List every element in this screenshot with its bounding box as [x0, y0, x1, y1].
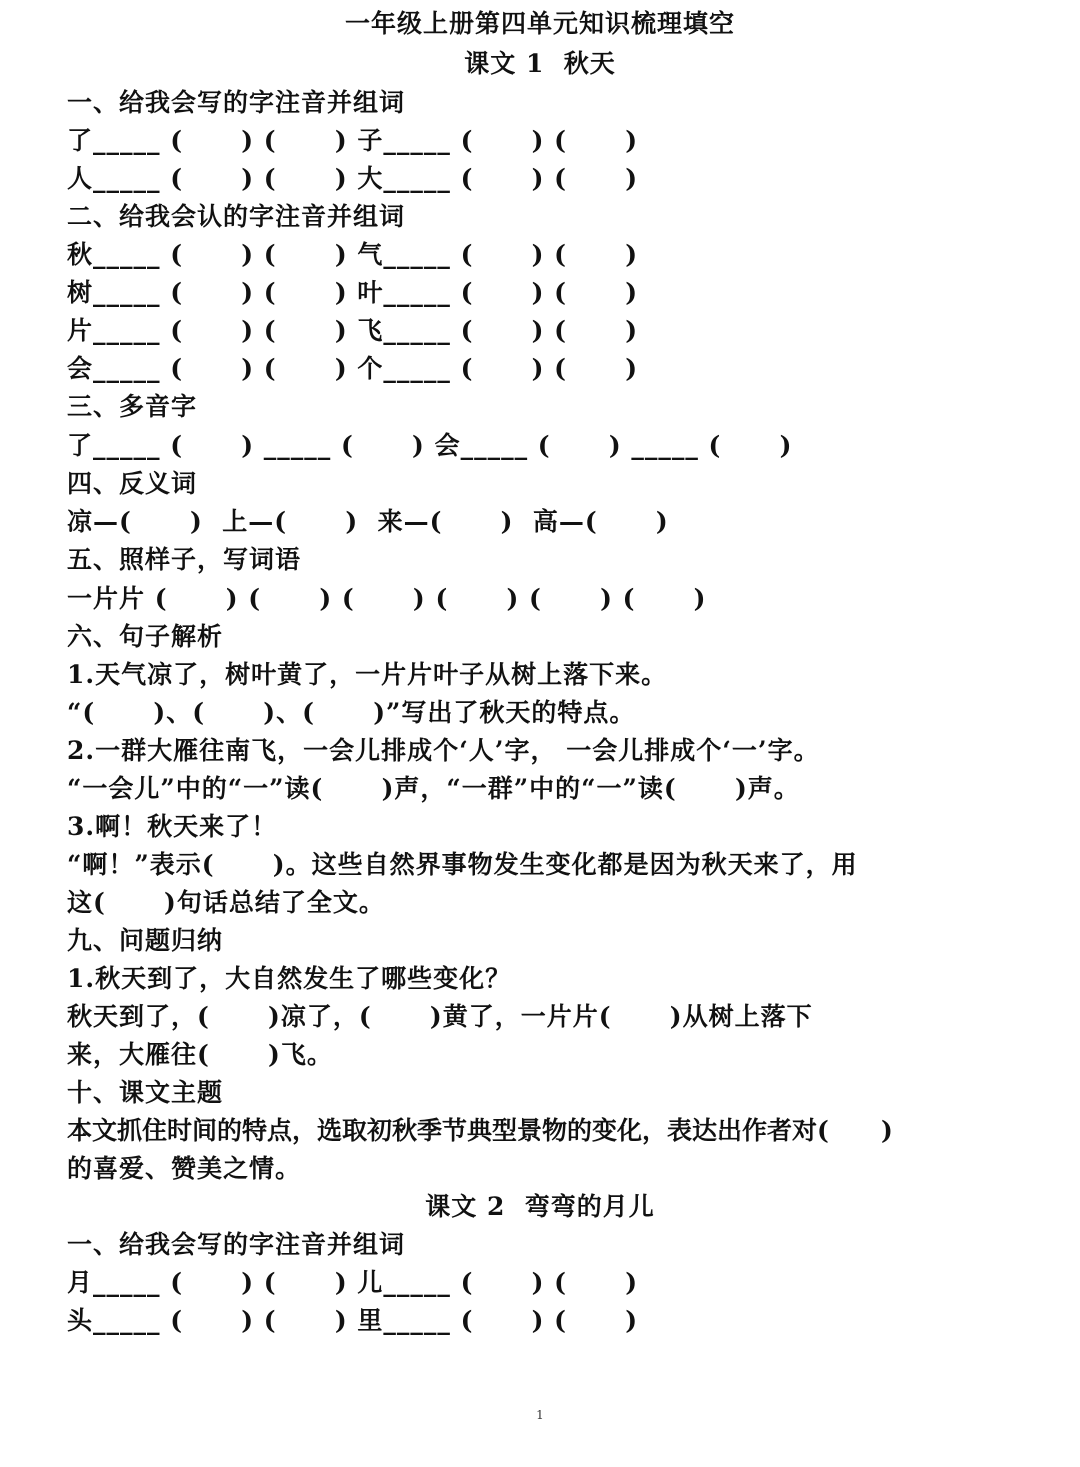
section-heading: 六、句子解析	[67, 622, 224, 651]
worksheet-line: “( )、( )、( )”写出了秋天的特点。	[67, 698, 636, 727]
lesson-1-heading: 课文 1 秋天	[464, 49, 616, 78]
worksheet-line: 这( )句话总结了全文。	[67, 888, 385, 917]
worksheet-line: 秋天到了，( )凉了，( )黄了，一片片( )从树上落下	[67, 1002, 813, 1031]
worksheet-line: 了_____ ( ) _____ ( ) 会_____ ( ) _____ ( )	[67, 431, 793, 460]
section-heading: 五、照样子，写词语	[67, 545, 302, 574]
worksheet-line: 本文抓住时间的特点，选取初秋季节典型景物的变化，表达出作者对( )	[67, 1116, 893, 1145]
worksheet-line: 秋_____ ( ) ( ) 气_____ ( ) ( )	[67, 240, 639, 269]
section-heading: 四、反义词	[67, 469, 198, 498]
worksheet-line: 片_____ ( ) ( ) 飞_____ ( ) ( )	[67, 316, 639, 345]
section-heading: 十、课文主题	[67, 1078, 224, 1107]
worksheet-line: 3.啊！秋天来了！	[67, 812, 278, 841]
page-number: 1	[536, 1408, 544, 1422]
section-heading: 一、给我会写的字注音并组词	[67, 88, 406, 117]
worksheet-line: 树_____ ( ) ( ) 叶_____ ( ) ( )	[67, 278, 639, 307]
section-heading: 二、给我会认的字注音并组词	[67, 202, 406, 231]
worksheet-line: 的喜爱、赞美之情。	[67, 1154, 302, 1183]
worksheet-line: “啊！”表示( )。这些自然界事物发生变化都是因为秋天来了，用	[67, 850, 858, 879]
worksheet-line: 一片片 ( ) ( ) ( ) ( ) ( ) ( )	[67, 584, 707, 613]
section-heading: 三、多音字	[67, 392, 198, 421]
worksheet-line: 会_____ ( ) ( ) 个_____ ( ) ( )	[67, 354, 639, 383]
worksheet-line: 1.秋天到了，大自然发生了哪些变化？	[67, 964, 512, 993]
worksheet-line: 了_____ ( ) ( ) 子_____ ( ) ( )	[67, 126, 639, 155]
worksheet-line: 人_____ ( ) ( ) 大_____ ( ) ( )	[67, 164, 639, 193]
worksheet-line: 1.天气凉了，树叶黄了，一片片叶子从树上落下来。	[67, 660, 668, 689]
worksheet-line: 来，大雁往( )飞。	[67, 1040, 333, 1069]
worksheet-line: 头_____ ( ) ( ) 里_____ ( ) ( )	[67, 1306, 639, 1335]
section-heading: 一、给我会写的字注音并组词	[67, 1230, 406, 1259]
worksheet-line: “一会儿”中的“一”读( )声，“一群”中的“一”读( )声。	[67, 774, 800, 803]
lesson-2-heading: 课文 2 弯弯的月儿	[425, 1192, 655, 1221]
worksheet-line: 凉—( ) 上—( ) 来—( ) 高—( )	[67, 507, 669, 536]
worksheet-line: 月_____ ( ) ( ) 儿_____ ( ) ( )	[67, 1268, 639, 1297]
worksheet-line: 2.一群大雁往南飞，一会儿排成个‘人’字， 一会儿排成个‘一’字。	[67, 736, 820, 765]
section-heading: 九、问题归纳	[67, 926, 224, 955]
page-title: 一年级上册第四单元知识梳理填空	[344, 9, 735, 38]
